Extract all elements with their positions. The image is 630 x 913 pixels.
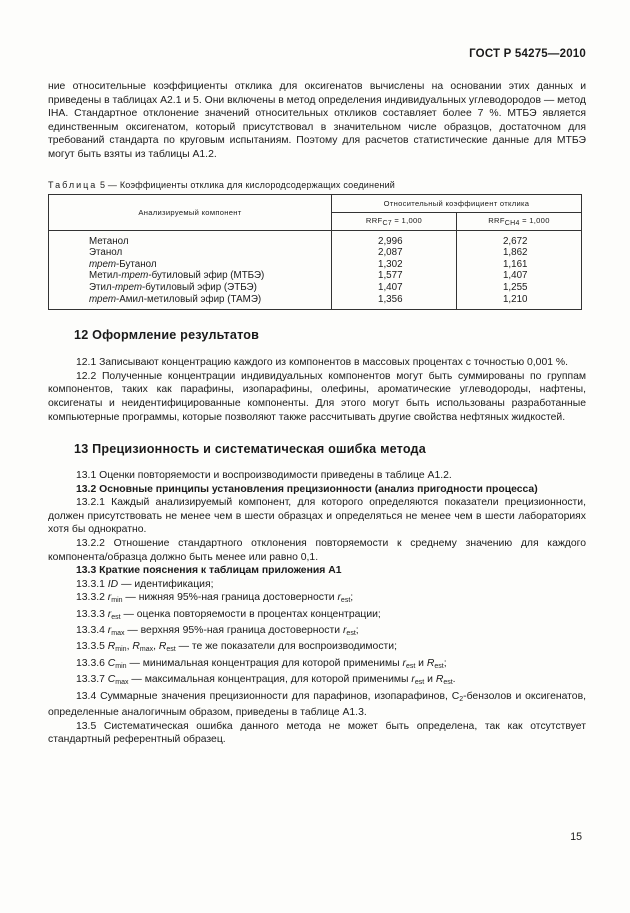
- paragraph-13-5: 13.5 Систематическая ошибка данного метода не может быть определена, так как отсутствует стандартный референтный образец.: [48, 720, 586, 746]
- col-rrf-ch4-header: RRFCH4 = 1,000: [456, 212, 581, 230]
- rrf-value: 1,407: [378, 281, 403, 293]
- component-name: Метил-трет-бутиловый эфир (МТБЭ): [89, 270, 265, 282]
- paragraph-12-1: 12.1 Записывают концентрацию каждого из компонентов в массовых процентах с точностью 0,001 %.: [76, 357, 569, 369]
- col-component-header: Анализируемый компонент: [49, 194, 332, 230]
- rrf-c7-values: [332, 230, 457, 310]
- section-12-heading: 12 Оформление результатов: [74, 328, 260, 343]
- rrf-value: 2,672: [502, 235, 528, 247]
- rrf-ch4-values: [456, 230, 581, 310]
- rrf-value: 1,577: [378, 270, 403, 282]
- rrf-value: 2,087: [378, 247, 403, 259]
- heading-13-2: 13.2 Основные принципы установления прецизионности (анализ пригодности процесса): [76, 483, 538, 495]
- item-13-3-7: 13.3.7 $C_{max}$ — максимальная концентрация, для которой применимы $r_{est}$ и $R_{est}$.: [76, 674, 456, 687]
- table-5: [48, 194, 582, 311]
- rrf-value: 1,356: [378, 293, 403, 305]
- item-13-3-6: 13.3.6 $C_{min}$ — минимальная концентрация для которой применимы $r_{est}$ и $R_{est}$;: [76, 657, 447, 670]
- paragraph-13-4: 13.4 Суммарные значения прецизионности для парафинов, изопарафинов, $C_2$-бензолов и оксигенатов, определенные аналогичным образом, приведены в таблице А1.3.: [48, 690, 586, 719]
- table-label: Таблица: [48, 179, 98, 190]
- paragraph-13-1: 13.1 Оценки повторяемости и воспроизводимости приведены в таблице А1.2.: [76, 470, 452, 482]
- component-name: Метанол: [89, 235, 129, 247]
- rrf-value: 1,302: [378, 258, 403, 270]
- item-13-3-5: 13.3.5 $R_{min}$, $R_{max}$, $R_{est}$ — те же показатели для воспроизводимости;: [76, 641, 397, 654]
- table-title: — Коэффициенты отклика для кислородсодержащих соединений: [105, 179, 396, 190]
- paragraph-12-2: 12.2 Полученные концентрации индивидуальных компонентов могут быть суммированы по группам компонентов, таких как парафины, изопарафины, олефины, ароматические углеводороды, нафтены, оксигенаты и неидентифицированные компоненты. Для этого могут быть использованы разработанные компьютерные программы, которые позволяют также рассчитывать другие свойства нефтяных жидкостей.: [48, 370, 586, 423]
- document-id: ГОСТ Р 54275—2010: [469, 48, 586, 60]
- item-13-3-4: 13.3.4 $r_{max}$ — верхняя 95%-ная граница достоверности $r_{est}$;: [76, 625, 359, 638]
- rrf-value: 1,255: [502, 281, 528, 293]
- component-name: Этил-трет-бутиловый эфир (ЭТБЭ): [89, 281, 257, 293]
- paragraph-13-2-1: 13.2.1 Каждый анализируемый компонент, для которого определяются показатели прецизионности, должен присутствовать не менее чем в шести образцах и определяться не менее чем в шести лабораториях хотя бы однократно.: [48, 497, 586, 536]
- rrf-value: 1,862: [502, 247, 528, 259]
- component-name: Этанол: [89, 247, 123, 259]
- section-13-heading: 13 Прецизионность и систематическая ошибка метода: [74, 442, 426, 457]
- page-content: [48, 80, 586, 747]
- intro-paragraph: ние относительные коэффициенты отклика для оксигенатов вычислены на основании этих данных и приведены в таблицах А2.1 и 5. Они включены в метод определения индивидуальных углеводородов — метод IHA. Стандартное отклонение значений относительных откликов составляет более 7 %. МТБЭ является единственным оксигенатом, который присутствовал в значительном числе образцов, достаточном для требований стандарта по круговым испытаниям. Поэтому для расчетов статистические данные для МТБЭ могут быть взяты из таблицы А1.2.: [48, 81, 586, 160]
- table-number: 5: [100, 179, 106, 190]
- component-name: трет-Бутанол: [89, 258, 157, 270]
- paragraph-13-2-2: 13.2.2 Отношение стандартного отклонения повторяемости к среднему значению для каждого компонента/образца должно быть менее или равно 0,1.: [48, 538, 586, 563]
- col-rrf-c7-header: RRFC7 = 1,000: [332, 212, 457, 230]
- item-13-3-2: 13.3.2 $r_{min}$ — нижняя 95%-ная граница достоверности $r_{est}$;: [76, 592, 354, 605]
- item-13-3-1: 13.3.1 ID — идентификация;: [76, 578, 214, 590]
- component-names: [49, 230, 332, 310]
- component-name: трет-Амил-метиловый эфир (ТАМЭ): [89, 293, 262, 305]
- table-5-caption: [48, 180, 586, 190]
- item-13-3-3: 13.3.3 $r_{est}$ — оценка повторяемости в процентах концентрации;: [76, 608, 381, 621]
- heading-13-3: 13.3 Краткие пояснения к таблицам приложения А1: [76, 565, 342, 577]
- table-body-row: [49, 230, 582, 310]
- page-number: 15: [570, 831, 582, 843]
- col-group-header: Относительный коэффициент отклика: [332, 194, 582, 212]
- rrf-value: 1,161: [502, 258, 528, 270]
- rrf-value: 1,210: [502, 293, 528, 305]
- rrf-value: 1,407: [502, 270, 528, 282]
- rrf-value: 2,996: [378, 235, 403, 247]
